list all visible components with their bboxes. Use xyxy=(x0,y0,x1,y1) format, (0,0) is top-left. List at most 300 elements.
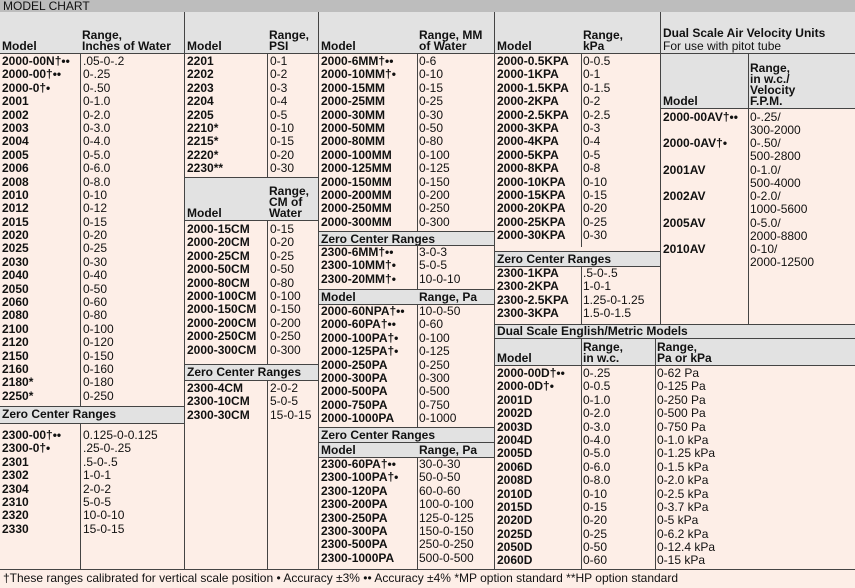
range-value: 0-2.0 xyxy=(583,406,611,421)
model-number: 2015 xyxy=(2,214,29,229)
header-model: Model xyxy=(321,443,356,457)
header-range: Range, Pa xyxy=(419,290,478,304)
range-value: 0-1.0 xyxy=(583,392,611,407)
model-number: 2300-0†• xyxy=(2,441,51,456)
range-value: 0-20 xyxy=(583,201,608,216)
table-row xyxy=(0,376,184,389)
air-velocity-title: Dual Scale Air Velocity Units xyxy=(663,26,826,40)
model-number: 2000-50CM xyxy=(187,262,250,277)
range-value: 0-50 xyxy=(83,281,108,296)
range-value: 0-2 xyxy=(583,94,601,109)
range-value: 10-0-10 xyxy=(419,271,461,286)
cm-list xyxy=(185,223,318,357)
range-value: 0-5 xyxy=(583,147,601,162)
model-number: 2000-0.5KPA xyxy=(497,54,569,68)
model-number: 2000-4KPA xyxy=(497,134,559,149)
model-number: 2000-0AV†• xyxy=(663,136,728,151)
table-row xyxy=(319,332,494,345)
range-value: 0-2.0/ 1000-5600 xyxy=(750,189,808,217)
model-number: 2000-15KPA xyxy=(497,187,566,202)
table-row xyxy=(0,429,184,442)
table-row xyxy=(495,267,660,280)
range-value: 0-60 xyxy=(419,317,444,332)
range-value: 0-2.0 kPa xyxy=(657,473,709,488)
range-value: 0-10 xyxy=(83,187,108,202)
model-number: 2005AV xyxy=(663,215,706,230)
model-number: 2300-100PA†• xyxy=(321,470,399,485)
model-number: 2150 xyxy=(2,348,29,363)
model-number: 2000-1.5KPA xyxy=(497,80,569,95)
model-number: 2000-250CM xyxy=(187,329,257,344)
model-number: 2001AV xyxy=(663,162,706,177)
model-number: 2000-250PA xyxy=(321,357,388,372)
table-row xyxy=(0,68,184,81)
table-row xyxy=(495,488,855,501)
table-row xyxy=(495,122,660,135)
range-value: 5-0-5 xyxy=(419,258,448,273)
model-number: 2300-3KPA xyxy=(497,306,559,321)
model-number: 2100 xyxy=(2,321,29,336)
range-value: 15-0-15 xyxy=(83,521,125,536)
header-model: Model xyxy=(321,39,356,53)
table-row xyxy=(495,229,660,242)
range-value: 0-3 xyxy=(583,120,601,135)
range-value: 0-3.0 xyxy=(583,419,611,434)
model-number: 2000-2KPA xyxy=(497,94,559,109)
model-number: 2000-100MM xyxy=(321,147,392,162)
range-value: 0-250 Pa xyxy=(657,392,706,407)
model-number: 2080 xyxy=(2,308,29,323)
range-value: 0-5.0 xyxy=(83,147,111,162)
model-number: 2300-6MM†•• xyxy=(321,245,394,259)
table-row xyxy=(495,189,660,202)
psi-list xyxy=(185,55,318,176)
table-row xyxy=(0,509,184,522)
model-number: 2000-125PA†• xyxy=(321,344,399,359)
range-value: 30-0-30 xyxy=(419,457,461,471)
range-value: 0-25 xyxy=(583,526,608,541)
zero-center-section-header: Zero Center Ranges xyxy=(495,251,660,267)
mm-list xyxy=(319,55,494,229)
range-value: 0-5 xyxy=(270,107,288,122)
table-row xyxy=(0,363,184,376)
table-row xyxy=(319,176,494,189)
range-value: 0-120 xyxy=(83,335,114,350)
range-value: 0-20 xyxy=(83,228,108,243)
table-row xyxy=(185,250,318,263)
range-value: 2-0-2 xyxy=(270,381,299,395)
zero-center-section-header: Zero Center Ranges xyxy=(0,406,184,424)
range-value: 0-300 xyxy=(270,342,301,357)
range-value: 0-1.0 xyxy=(83,94,111,109)
table-row xyxy=(319,485,494,498)
range-value: 0-15 xyxy=(583,187,608,202)
range-value: 0-250 xyxy=(419,201,450,216)
range-value: 0-62 Pa xyxy=(657,366,700,380)
table-row xyxy=(185,277,318,290)
range-value: 125-0-125 xyxy=(419,510,474,525)
model-number: 2060D xyxy=(497,553,533,568)
model-number: 2001D xyxy=(497,392,533,407)
range-value: 0-100 xyxy=(419,330,450,345)
range-value: 0-20 xyxy=(270,235,295,250)
table-row xyxy=(495,149,660,162)
table-row xyxy=(661,164,855,190)
model-number: 2020D xyxy=(497,513,533,528)
range-value: 0-300 xyxy=(419,214,450,229)
model-number: 2010D xyxy=(497,486,533,501)
model-number: 2301 xyxy=(2,454,29,469)
table-row xyxy=(185,303,318,316)
model-number: 2000-80CM xyxy=(187,275,250,290)
range-value: 0-15 xyxy=(583,499,608,514)
model-number: 2001 xyxy=(2,94,29,109)
model-number: 2000-60PA†•• xyxy=(321,317,396,332)
table-row xyxy=(185,68,318,81)
table-row xyxy=(319,273,494,286)
range-value: 100-0-100 xyxy=(419,497,474,512)
range-value: 0-6.0 xyxy=(83,161,111,176)
range-value: 0-60 xyxy=(583,553,608,568)
model-number: 2000-25KPA xyxy=(497,214,566,229)
table-row xyxy=(0,390,184,403)
range-value: 0-2 xyxy=(270,67,288,82)
model-number: 2000-2.5KPA xyxy=(497,107,569,122)
range-value: 1-0-1 xyxy=(83,468,112,483)
model-number: 2120 xyxy=(2,335,29,350)
table-row xyxy=(319,525,494,538)
model-number: 2010 xyxy=(2,187,29,202)
model-number: 2000-80MM xyxy=(321,134,386,149)
table-row xyxy=(0,456,184,469)
table-row xyxy=(495,109,660,122)
range-value: 0-0.5 xyxy=(583,54,611,68)
chart-title: MODEL CHART xyxy=(0,0,855,12)
model-number: 2310 xyxy=(2,494,29,509)
header-model: Model xyxy=(663,94,698,108)
table-row xyxy=(319,162,494,175)
table-row xyxy=(185,317,318,330)
table-row xyxy=(185,263,318,276)
range-value: 2-0-2 xyxy=(83,481,112,496)
header-range-pa: Range, Pa or kPa xyxy=(657,340,712,365)
range-value: 0-3 xyxy=(270,80,288,95)
range-value: 0-750 Pa xyxy=(657,419,706,434)
table-row xyxy=(319,216,494,229)
model-number: 2050D xyxy=(497,540,533,555)
range-value: 0-1000 xyxy=(419,411,457,426)
range-value: 250-0-250 xyxy=(419,537,474,552)
table-row xyxy=(319,246,494,259)
range-value: 0-4.0 xyxy=(583,432,611,447)
model-number: 2000-5KPA xyxy=(497,147,559,162)
range-value: 0-25 xyxy=(583,214,608,229)
table-row xyxy=(495,280,660,293)
range-value: 0-500 xyxy=(419,384,450,399)
zero-center-list xyxy=(185,382,318,422)
table-row xyxy=(0,95,184,108)
table-row xyxy=(185,149,318,162)
table-row xyxy=(0,242,184,255)
table-row xyxy=(0,523,184,536)
table-row xyxy=(495,55,660,68)
zero-center-pa-section-header: Zero Center Ranges xyxy=(319,427,494,443)
air-subheader xyxy=(661,54,855,109)
model-number: 2005D xyxy=(497,446,533,461)
table-row xyxy=(185,135,318,148)
range-value: 5-0-5 xyxy=(83,494,112,509)
range-value: 0-10 xyxy=(419,67,444,82)
table-row xyxy=(495,554,855,567)
model-number: 2000-15MM xyxy=(321,80,386,95)
table-row xyxy=(319,95,494,108)
range-value: 0-50 xyxy=(583,540,608,555)
model-number: 2040 xyxy=(2,268,29,283)
zero-pa-header xyxy=(319,443,494,458)
range-value: 0-125 Pa xyxy=(657,379,706,394)
table-row xyxy=(319,68,494,81)
header-model: Model xyxy=(2,39,37,53)
range-value: 0-80 xyxy=(270,275,295,290)
range-value: 0-80 xyxy=(83,308,108,323)
model-number: 2000-200MM xyxy=(321,187,392,202)
table-row xyxy=(185,122,318,135)
column-air-velocity xyxy=(661,12,855,325)
model-number: 2000-150MM xyxy=(321,174,392,189)
range-value: 0-250 xyxy=(83,388,114,403)
range-value: 0-6.0 xyxy=(583,459,611,474)
zero-center-list xyxy=(0,429,184,536)
zero-center-section-header: Zero Center Ranges xyxy=(185,364,318,381)
table-row xyxy=(319,359,494,372)
range-value: 0-6.2 kPa xyxy=(657,526,709,541)
column-header xyxy=(185,12,318,54)
model-number: 2000-100PA†• xyxy=(321,330,399,345)
air-velocity-subtitle: For use with pitot tube xyxy=(663,39,782,53)
model-number: 2300-10MM†• xyxy=(321,258,396,273)
model-number: 2300-2.5KPA xyxy=(497,292,569,307)
range-value: 0-15 xyxy=(270,134,295,149)
model-number: 2000-500PA xyxy=(321,384,388,399)
table-row xyxy=(0,483,184,496)
table-row xyxy=(495,68,660,81)
range-value: 0-2.5 kPa xyxy=(657,486,709,501)
header-range: Range, in w.c./ Velocity F.P.M. xyxy=(750,61,796,108)
range-value: 0-125 xyxy=(419,344,450,359)
model-list xyxy=(0,55,184,403)
model-number: 2000-1KPA xyxy=(497,67,559,82)
table-row xyxy=(319,471,494,484)
model-number: 2015D xyxy=(497,499,533,514)
range-value: 0-1.5 kPa xyxy=(657,459,709,474)
table-row xyxy=(185,236,318,249)
model-number: 2160 xyxy=(2,361,29,376)
model-number: 2000-1000PA xyxy=(321,411,395,426)
range-value: 0-80 xyxy=(419,134,444,149)
header-range: Range, PSI xyxy=(269,28,310,53)
model-number: 2180* xyxy=(2,375,34,390)
range-value: 0-160 xyxy=(83,361,114,376)
range-value: 0-10 xyxy=(583,486,608,501)
range-value: 10-0-10 xyxy=(83,508,125,523)
model-number: 2302 xyxy=(2,468,29,483)
table-row xyxy=(0,256,184,269)
table-row xyxy=(495,461,855,474)
model-number: 2002AV xyxy=(663,189,706,204)
range-value: 0-25 xyxy=(419,94,444,109)
table-row xyxy=(319,538,494,551)
model-number: 2300-300PA xyxy=(321,523,388,538)
model-number: 2300-1KPA xyxy=(497,266,559,280)
table-row xyxy=(0,109,184,122)
table-row xyxy=(0,469,184,482)
model-number: 2002D xyxy=(497,406,533,421)
range-value: 0-50 xyxy=(270,262,295,277)
model-number: 2000-125MM xyxy=(321,161,392,176)
model-number: 2000-15CM xyxy=(187,222,250,236)
range-value: 0-3.7 kPa xyxy=(657,499,709,514)
table-row xyxy=(495,162,660,175)
header-model: Model xyxy=(321,290,356,304)
model-number: 2003D xyxy=(497,419,533,434)
model-number: 2300-20MM†• xyxy=(321,271,396,286)
model-number: 2012 xyxy=(2,201,29,216)
model-number: 2000-10MM†• xyxy=(321,67,396,82)
range-value: 0-1.25 kPa xyxy=(657,446,716,461)
table-row xyxy=(495,447,855,460)
model-number: 2000-00D†•• xyxy=(497,366,565,380)
kpa-list xyxy=(495,55,660,242)
range-value: 0-250 xyxy=(270,329,301,344)
table-row xyxy=(319,385,494,398)
range-value: 0-5.0/ 2000-8800 xyxy=(750,215,808,243)
model-number: 2000-50MM xyxy=(321,120,386,135)
range-value: 0-25 xyxy=(83,241,108,256)
model-number: 2000-250MM xyxy=(321,201,392,216)
table-row xyxy=(185,55,318,68)
range-value: 0-12 xyxy=(83,201,108,216)
range-value: 0-50 xyxy=(419,120,444,135)
table-row xyxy=(319,135,494,148)
range-value: 0-8.0 xyxy=(583,473,611,488)
table-row xyxy=(495,367,855,380)
range-value: 0-30 xyxy=(583,228,608,243)
model-number: 2204 xyxy=(187,94,214,109)
table-row xyxy=(0,135,184,148)
table-row xyxy=(0,296,184,309)
table-row xyxy=(0,336,184,349)
table-row xyxy=(495,434,855,447)
model-number: 2000-60NPA†•• xyxy=(321,304,405,318)
table-row xyxy=(495,294,660,307)
range-value: 0-750 xyxy=(419,397,450,412)
table-row xyxy=(185,395,318,408)
table-row xyxy=(185,82,318,95)
model-number: 2008D xyxy=(497,473,533,488)
table-row xyxy=(495,514,855,527)
range-value: 0-20 xyxy=(583,513,608,528)
table-row xyxy=(319,259,494,272)
model-number: 2300-120PA xyxy=(321,483,388,498)
dual-scale-title: Dual Scale English/Metric Models xyxy=(495,325,855,339)
model-number: 2000-10KPA xyxy=(497,174,566,189)
range-value: 0-150 xyxy=(270,302,301,317)
column-inches-of-water xyxy=(0,12,185,569)
table-row xyxy=(495,501,855,514)
footnotes: †These ranges calibrated for vertical scale position • Accuracy ±3% •• Accuracy ±4% *MP option standard **HP option standard xyxy=(0,569,855,588)
table-row xyxy=(0,55,184,68)
table-row xyxy=(661,217,855,243)
range-value: 0-1.0/ 500-4000 xyxy=(750,162,801,190)
table-row xyxy=(185,409,318,422)
table-row xyxy=(319,552,494,565)
model-number: 2000-00N†•• xyxy=(2,54,70,68)
dual-scale-list xyxy=(495,367,855,568)
header-range: Range, kPa xyxy=(583,28,624,53)
table-row xyxy=(495,528,855,541)
model-number: 2000-300CM xyxy=(187,342,257,357)
model-number: 2030 xyxy=(2,254,29,269)
model-number: 2000-3KPA xyxy=(497,120,559,135)
table-row xyxy=(0,283,184,296)
range-value: 0-10 xyxy=(583,174,608,189)
range-value: 10-0-50 xyxy=(419,304,461,318)
model-number: 2003 xyxy=(2,120,29,135)
range-value: 0-20 xyxy=(270,147,295,162)
range-value: 500-0-500 xyxy=(419,550,474,565)
range-value: 0-30 xyxy=(83,254,108,269)
model-number: 2000-750PA xyxy=(321,397,388,412)
model-number: 2010AV xyxy=(663,241,706,256)
column-kpa xyxy=(495,12,661,325)
table-row xyxy=(495,202,660,215)
range-value: 0-200 xyxy=(270,315,301,330)
table-row xyxy=(495,407,855,420)
range-value: 0-200 xyxy=(419,187,450,202)
table-row xyxy=(0,82,184,95)
range-value: 0-8.0 xyxy=(83,174,111,189)
range-value: 3-0-3 xyxy=(419,245,448,259)
model-number: 2000-25CM xyxy=(187,248,250,263)
table-row xyxy=(495,307,660,320)
model-number: 2201 xyxy=(187,54,214,68)
model-number: 2250* xyxy=(2,388,34,403)
range-value: 60-0-60 xyxy=(419,483,461,498)
table-row xyxy=(185,162,318,175)
range-value: 0-1.0 kPa xyxy=(657,432,709,447)
range-value: 1.5-0-1.5 xyxy=(583,306,632,321)
range-value: 0-300 xyxy=(419,370,450,385)
table-row xyxy=(319,82,494,95)
table-row xyxy=(319,512,494,525)
model-number: 2008 xyxy=(2,174,29,189)
range-value: .5-0-.5 xyxy=(583,266,618,280)
model-number: 2230** xyxy=(187,161,224,176)
header-model: Model xyxy=(187,206,222,220)
header-range: Range, Inches of Water xyxy=(82,28,171,53)
header-range: Range, Pa xyxy=(419,443,478,457)
range-value: 0-2.5 xyxy=(583,107,611,122)
range-value: 0-1 xyxy=(270,54,288,68)
table-row xyxy=(185,330,318,343)
table-row xyxy=(495,421,855,434)
range-value: 1-0-1 xyxy=(583,279,612,294)
pa-list xyxy=(319,305,494,426)
air-velocity-header xyxy=(661,12,855,54)
zero-center-section-header: Zero Center Ranges xyxy=(319,231,494,246)
table-row xyxy=(319,55,494,68)
range-value: 0-250 xyxy=(419,357,450,372)
